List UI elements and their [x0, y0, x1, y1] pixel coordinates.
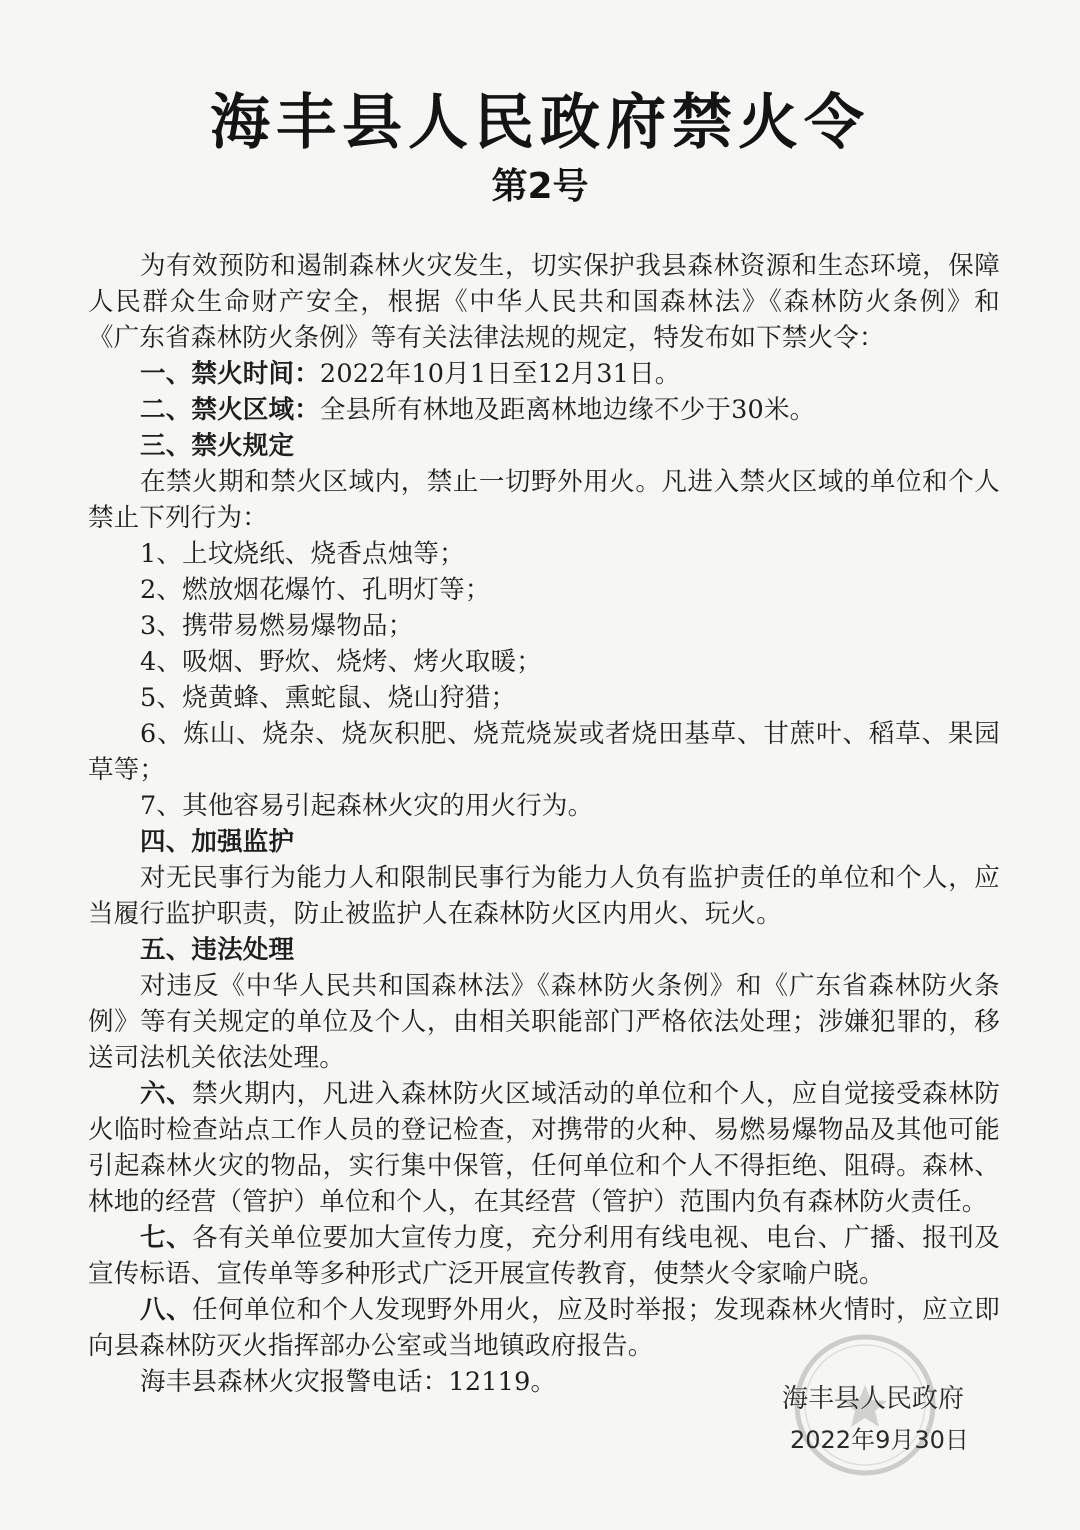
heading-5: 五、违法处理	[140, 935, 295, 965]
list-item: 6、炼山、烧杂、烧灰积肥、烧荒烧炭或者烧田基草、甘蔗叶、稻草、果园草等；	[88, 719, 1000, 785]
paragraph-3-body: 在禁火期和禁火区域内，禁止一切野外用火。凡进入禁火区域的单位和个人禁止下列行为：	[88, 467, 1000, 533]
paragraph-2: 二、禁火区域：全县所有林地及距离林地边缘不少于30米。	[140, 395, 816, 425]
list-item: 4、吸烟、野炊、烧烤、烤火取暖；	[140, 647, 542, 677]
paragraph-5-body: 对违反《中华人民共和国森林法》《森林防火条例》和《广东省森林防火条例》等有关规定的单位及个人，由相关职能部门严格依法处理；涉嫌犯罪的，移送司法机关依法处理。	[88, 971, 1000, 1073]
list-item: 1、上坟烧纸、烧香点烛等；	[140, 539, 465, 569]
paragraph-intro: 为有效预防和遏制森林火灾发生，切实保护我县森林资源和生态环境，保障人民群众生命财产安全，根据《中华人民共和国森林法》《森林防火条例》和《广东省森林防火条例》等有关法律法规的规定，特发布如下禁火令：	[88, 251, 1000, 353]
signature-organization: 海丰县人民政府	[782, 1384, 965, 1414]
list-item: 3、携带易燃易爆物品；	[140, 611, 414, 641]
document-title: 海丰县人民政府禁火令	[210, 88, 870, 158]
document-number: 第2号	[491, 166, 589, 207]
document-body	[88, 248, 1000, 1400]
paragraph-4-body: 对无民事行为能力人和限制民事行为能力人负有监护责任的单位和个人，应当履行监护职责，防止被监护人在森林防火区内用火、玩火。	[88, 863, 1000, 929]
paragraph-1: 一、禁火时间：2022年10月1日至12月31日。	[140, 359, 681, 389]
heading-3: 三、禁火规定	[140, 431, 295, 461]
paragraph-8: 八、任何单位和个人发现野外用火，应及时举报；发现森林火情时，应立即向县森林防灭火指挥部办公室或当地镇政府报告。	[88, 1295, 1001, 1361]
paragraph-hotline: 海丰县森林火灾报警电话：12119。	[140, 1367, 557, 1397]
list-item: 2、燃放烟花爆竹、孔明灯等；	[140, 575, 491, 605]
paragraph-7: 七、各有关单位要加大宣传力度，充分利用有线电视、电台、广播、报刊及宣传标语、宣传单等多种形式广泛开展宣传教育，使禁火令家喻户晓。	[88, 1223, 1001, 1289]
list-item: 7、其他容易引起森林火灾的用火行为。	[140, 791, 594, 821]
signature-date: 2022年9月30日	[790, 1426, 969, 1454]
list-item: 5、烧黄蜂、熏蛇鼠、烧山狩猎；	[140, 683, 517, 713]
paragraph-6: 六、禁火期内，凡进入森林防火区域活动的单位和个人，应自觉接受森林防火临时检查站点工作人员的登记检查，对携带的火种、易燃易爆物品及其他可能引起森林火灾的物品，实行集中保管，任何单位和个人不得拒绝、阻碍。森林、林地的经营（管护）单位和个人，在其经营（管护）范围内负有森林防火责任。	[88, 1079, 1001, 1217]
heading-4: 四、加强监护	[140, 827, 295, 857]
